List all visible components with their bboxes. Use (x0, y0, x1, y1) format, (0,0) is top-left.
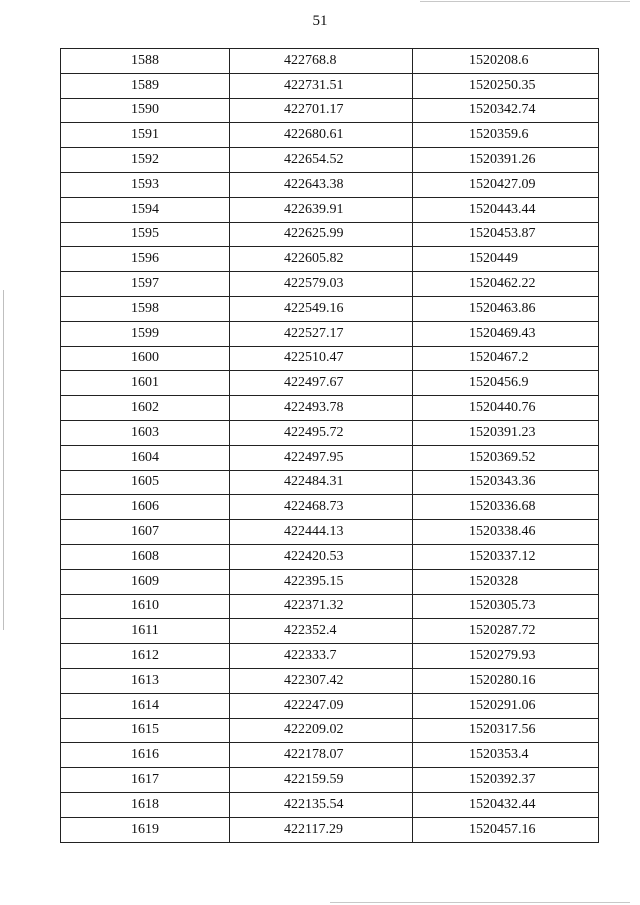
x-coordinate-cell: 422493.78 (230, 396, 413, 421)
y-coordinate-cell: 1520440.76 (413, 396, 599, 421)
x-coordinate-cell: 422333.7 (230, 644, 413, 669)
x-coordinate-cell: 422497.67 (230, 371, 413, 396)
x-coordinate-cell: 422639.91 (230, 197, 413, 222)
point-number-cell: 1615 (61, 718, 230, 743)
x-coordinate-cell: 422654.52 (230, 148, 413, 173)
x-coordinate-cell: 422527.17 (230, 321, 413, 346)
table-row (61, 619, 599, 644)
point-number-cell: 1608 (61, 544, 230, 569)
y-coordinate-cell: 1520280.16 (413, 668, 599, 693)
x-coordinate-cell: 422444.13 (230, 520, 413, 545)
y-coordinate-cell: 1520208.6 (413, 49, 599, 74)
x-coordinate-cell: 422178.07 (230, 743, 413, 768)
y-coordinate-cell: 1520463.86 (413, 296, 599, 321)
point-number-cell: 1603 (61, 420, 230, 445)
scan-edge-top (420, 1, 630, 2)
point-number-cell: 1600 (61, 346, 230, 371)
y-coordinate-cell: 1520469.43 (413, 321, 599, 346)
point-number-cell: 1596 (61, 247, 230, 272)
x-coordinate-cell: 422680.61 (230, 123, 413, 148)
y-coordinate-cell: 1520369.52 (413, 445, 599, 470)
x-coordinate-cell: 422247.09 (230, 693, 413, 718)
table-row (61, 544, 599, 569)
x-coordinate-cell: 422579.03 (230, 272, 413, 297)
x-coordinate-cell: 422731.51 (230, 73, 413, 98)
point-number-cell: 1595 (61, 222, 230, 247)
x-coordinate-cell: 422605.82 (230, 247, 413, 272)
table-row (61, 148, 599, 173)
table-row (61, 123, 599, 148)
y-coordinate-cell: 1520336.68 (413, 495, 599, 520)
x-coordinate-cell: 422768.8 (230, 49, 413, 74)
table-row (61, 817, 599, 842)
page-number: 51 (312, 13, 328, 29)
point-number-cell: 1610 (61, 594, 230, 619)
x-coordinate-cell: 422420.53 (230, 544, 413, 569)
table-row (61, 693, 599, 718)
x-coordinate-cell: 422495.72 (230, 420, 413, 445)
point-number-cell: 1609 (61, 569, 230, 594)
y-coordinate-cell: 1520291.06 (413, 693, 599, 718)
point-number-cell: 1618 (61, 792, 230, 817)
point-number-cell: 1614 (61, 693, 230, 718)
point-number-cell: 1604 (61, 445, 230, 470)
table-row (61, 346, 599, 371)
point-number-cell: 1598 (61, 296, 230, 321)
y-coordinate-cell: 1520317.56 (413, 718, 599, 743)
y-coordinate-cell: 1520453.87 (413, 222, 599, 247)
table-row (61, 272, 599, 297)
point-number-cell: 1612 (61, 644, 230, 669)
table-row (61, 321, 599, 346)
table-row (61, 668, 599, 693)
point-number-cell: 1605 (61, 470, 230, 495)
x-coordinate-cell: 422510.47 (230, 346, 413, 371)
table-row (61, 520, 599, 545)
table-row (61, 396, 599, 421)
x-coordinate-cell: 422468.73 (230, 495, 413, 520)
y-coordinate-cell: 1520427.09 (413, 172, 599, 197)
table-row (61, 98, 599, 123)
point-number-cell: 1617 (61, 768, 230, 793)
y-coordinate-cell: 1520432.44 (413, 792, 599, 817)
point-number-cell: 1599 (61, 321, 230, 346)
y-coordinate-cell: 1520391.23 (413, 420, 599, 445)
table-row (61, 49, 599, 74)
y-coordinate-cell: 1520467.2 (413, 346, 599, 371)
point-number-cell: 1616 (61, 743, 230, 768)
y-coordinate-cell: 1520443.44 (413, 197, 599, 222)
point-number-cell: 1590 (61, 98, 230, 123)
point-number-cell: 1601 (61, 371, 230, 396)
table-row (61, 644, 599, 669)
x-coordinate-cell: 422135.54 (230, 792, 413, 817)
point-number-cell: 1589 (61, 73, 230, 98)
y-coordinate-cell: 1520342.74 (413, 98, 599, 123)
point-number-cell: 1597 (61, 272, 230, 297)
y-coordinate-cell: 1520353.4 (413, 743, 599, 768)
table-row (61, 247, 599, 272)
table-row (61, 197, 599, 222)
point-number-cell: 1613 (61, 668, 230, 693)
coordinates-table (60, 48, 599, 843)
x-coordinate-cell: 422701.17 (230, 98, 413, 123)
table-row (61, 792, 599, 817)
x-coordinate-cell: 422209.02 (230, 718, 413, 743)
y-coordinate-cell: 1520343.36 (413, 470, 599, 495)
point-number-cell: 1619 (61, 817, 230, 842)
x-coordinate-cell: 422484.31 (230, 470, 413, 495)
x-coordinate-cell: 422117.29 (230, 817, 413, 842)
y-coordinate-cell: 1520449 (413, 247, 599, 272)
table-row (61, 371, 599, 396)
y-coordinate-cell: 1520457.16 (413, 817, 599, 842)
point-number-cell: 1607 (61, 520, 230, 545)
point-number-cell: 1593 (61, 172, 230, 197)
table-row (61, 73, 599, 98)
x-coordinate-cell: 422497.95 (230, 445, 413, 470)
point-number-cell: 1592 (61, 148, 230, 173)
point-number-cell: 1591 (61, 123, 230, 148)
y-coordinate-cell: 1520392.37 (413, 768, 599, 793)
table-row (61, 743, 599, 768)
point-number-cell: 1588 (61, 49, 230, 74)
table-row (61, 445, 599, 470)
y-coordinate-cell: 1520359.6 (413, 123, 599, 148)
y-coordinate-cell: 1520337.12 (413, 544, 599, 569)
x-coordinate-cell: 422625.99 (230, 222, 413, 247)
y-coordinate-cell: 1520338.46 (413, 520, 599, 545)
y-coordinate-cell: 1520462.22 (413, 272, 599, 297)
point-number-cell: 1611 (61, 619, 230, 644)
table-row (61, 420, 599, 445)
y-coordinate-cell: 1520250.35 (413, 73, 599, 98)
table-row (61, 718, 599, 743)
table-row (61, 569, 599, 594)
point-number-cell: 1606 (61, 495, 230, 520)
scan-edge-bottom (330, 902, 630, 903)
x-coordinate-cell: 422159.59 (230, 768, 413, 793)
y-coordinate-cell: 1520456.9 (413, 371, 599, 396)
y-coordinate-cell: 1520328 (413, 569, 599, 594)
table-row (61, 470, 599, 495)
table-row (61, 594, 599, 619)
table-row (61, 296, 599, 321)
y-coordinate-cell: 1520305.73 (413, 594, 599, 619)
point-number-cell: 1602 (61, 396, 230, 421)
table-row (61, 222, 599, 247)
table-row (61, 495, 599, 520)
x-coordinate-cell: 422643.38 (230, 172, 413, 197)
x-coordinate-cell: 422352.4 (230, 619, 413, 644)
x-coordinate-cell: 422371.32 (230, 594, 413, 619)
scan-edge-left (3, 290, 4, 630)
x-coordinate-cell: 422549.16 (230, 296, 413, 321)
y-coordinate-cell: 1520279.93 (413, 644, 599, 669)
x-coordinate-cell: 422307.42 (230, 668, 413, 693)
point-number-cell: 1594 (61, 197, 230, 222)
table-row (61, 768, 599, 793)
y-coordinate-cell: 1520287.72 (413, 619, 599, 644)
table-row (61, 172, 599, 197)
y-coordinate-cell: 1520391.26 (413, 148, 599, 173)
x-coordinate-cell: 422395.15 (230, 569, 413, 594)
coordinates-table-body (61, 49, 599, 843)
